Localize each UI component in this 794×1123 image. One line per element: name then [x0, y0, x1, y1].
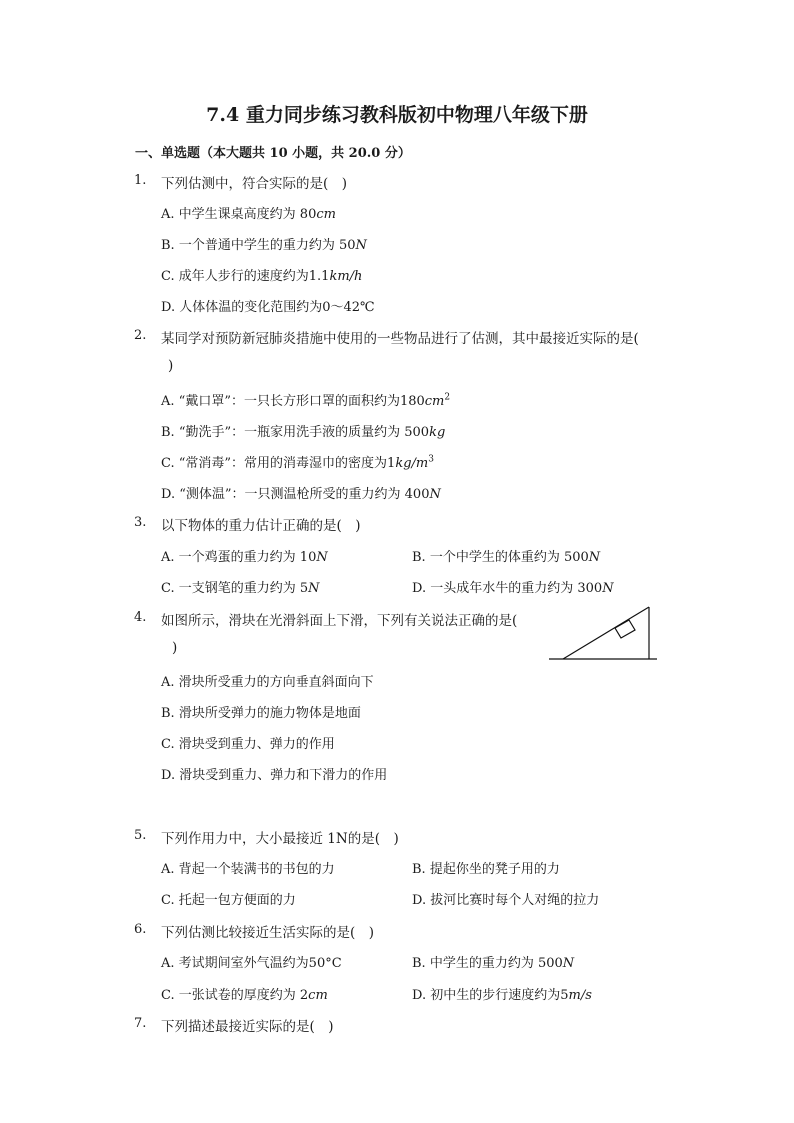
option-b: B. 一个普通中学生的重力约为 50N [161, 238, 367, 253]
question-text-cont: ) [172, 640, 178, 656]
question-text: 下列作用力中，大小最接近 1N的是( ) [161, 831, 399, 847]
option-d: D. 人体体温的变化范围约为0～42℃ [161, 300, 375, 315]
option-d: D. 一头成年水牛的重力约为 300N [412, 581, 614, 596]
question-number: 1. [134, 173, 147, 188]
question-number: 7. [134, 1016, 147, 1031]
question-text: 下列估测中，符合实际的是( ) [161, 176, 348, 192]
option-a: A. “戴口罩”：一只长方形口罩的面积约为$180cm^2$ [161, 392, 451, 409]
question-number: 4. [134, 610, 147, 625]
option-d: D. 拔河比赛时每个人对绳的拉力 [412, 893, 600, 908]
option-b: B. 滑块所受弹力的施力物体是地面 [161, 706, 361, 721]
option-c: C. 一支钢笔的重力约为 5N [161, 581, 320, 596]
option-b: B. 中学生的重力约为 500N [412, 956, 575, 971]
question-text: 某同学对预防新冠肺炎措施中使用的一些物品进行了估测，其中最接近实际的是( [161, 331, 639, 347]
option-a: A. 一个鸡蛋的重力约为 10N [161, 550, 328, 565]
question-number: 6. [134, 922, 147, 937]
option-c: C. 滑块受到重力、弹力的作用 [161, 737, 335, 752]
option-a: A. 滑块所受重力的方向垂直斜面向下 [161, 675, 374, 690]
question-text-cont: ) [168, 358, 174, 374]
question-text: 下列估测比较接近生活实际的是( ) [161, 925, 375, 941]
incline-surface [563, 607, 649, 659]
inclined-plane-figure [545, 600, 660, 664]
slider-block [615, 620, 635, 638]
option-a: A. 考试期间室外气温约为50°C [161, 956, 342, 971]
option-c: C. 一张试卷的厚度约为 2cm [161, 988, 328, 1003]
question-number: 3. [134, 515, 147, 530]
question-text: 如图所示，滑块在光滑斜面上下滑，下列有关说法正确的是( [161, 613, 518, 629]
option-c: C. 托起一包方便面的力 [161, 893, 296, 908]
option-b: B. 提起你坐的凳子用的力 [412, 862, 560, 877]
question-number: 5. [134, 828, 147, 843]
question-text: 下列描述最接近实际的是( ) [161, 1019, 334, 1035]
option-b: B. 一个中学生的体重约为 500N [412, 550, 601, 565]
page-title: 7.4 重力同步练习教科版初中物理八年级下册 [206, 104, 588, 126]
option-b: B. “勤洗手”：一瓶家用洗手液的质量约为 500kg [161, 425, 446, 440]
option-d: D. “测体温”：一只测温枪所受的重力约为 400N [161, 487, 441, 502]
option-c: C. “常消毒”：常用的消毒湿巾的密度为$1kg/m^3$ [161, 454, 434, 471]
option-d: D. 滑块受到重力、弹力和下滑力的作用 [161, 768, 388, 783]
option-a: A. 背起一个装满书的书包的力 [161, 862, 335, 877]
question-text: 以下物体的重力估计正确的是( ) [161, 518, 361, 534]
option-c: C. 成年人步行的速度约为1.1km/h [161, 269, 363, 284]
question-number: 2. [134, 328, 147, 343]
option-d: D. 初中生的步行速度约为5m/s [412, 988, 592, 1003]
section-heading: 一、单选题（本大题共 10 小题，共 20.0 分） [135, 146, 411, 161]
option-a: A. 中学生课桌高度约为 80cm [161, 207, 336, 222]
